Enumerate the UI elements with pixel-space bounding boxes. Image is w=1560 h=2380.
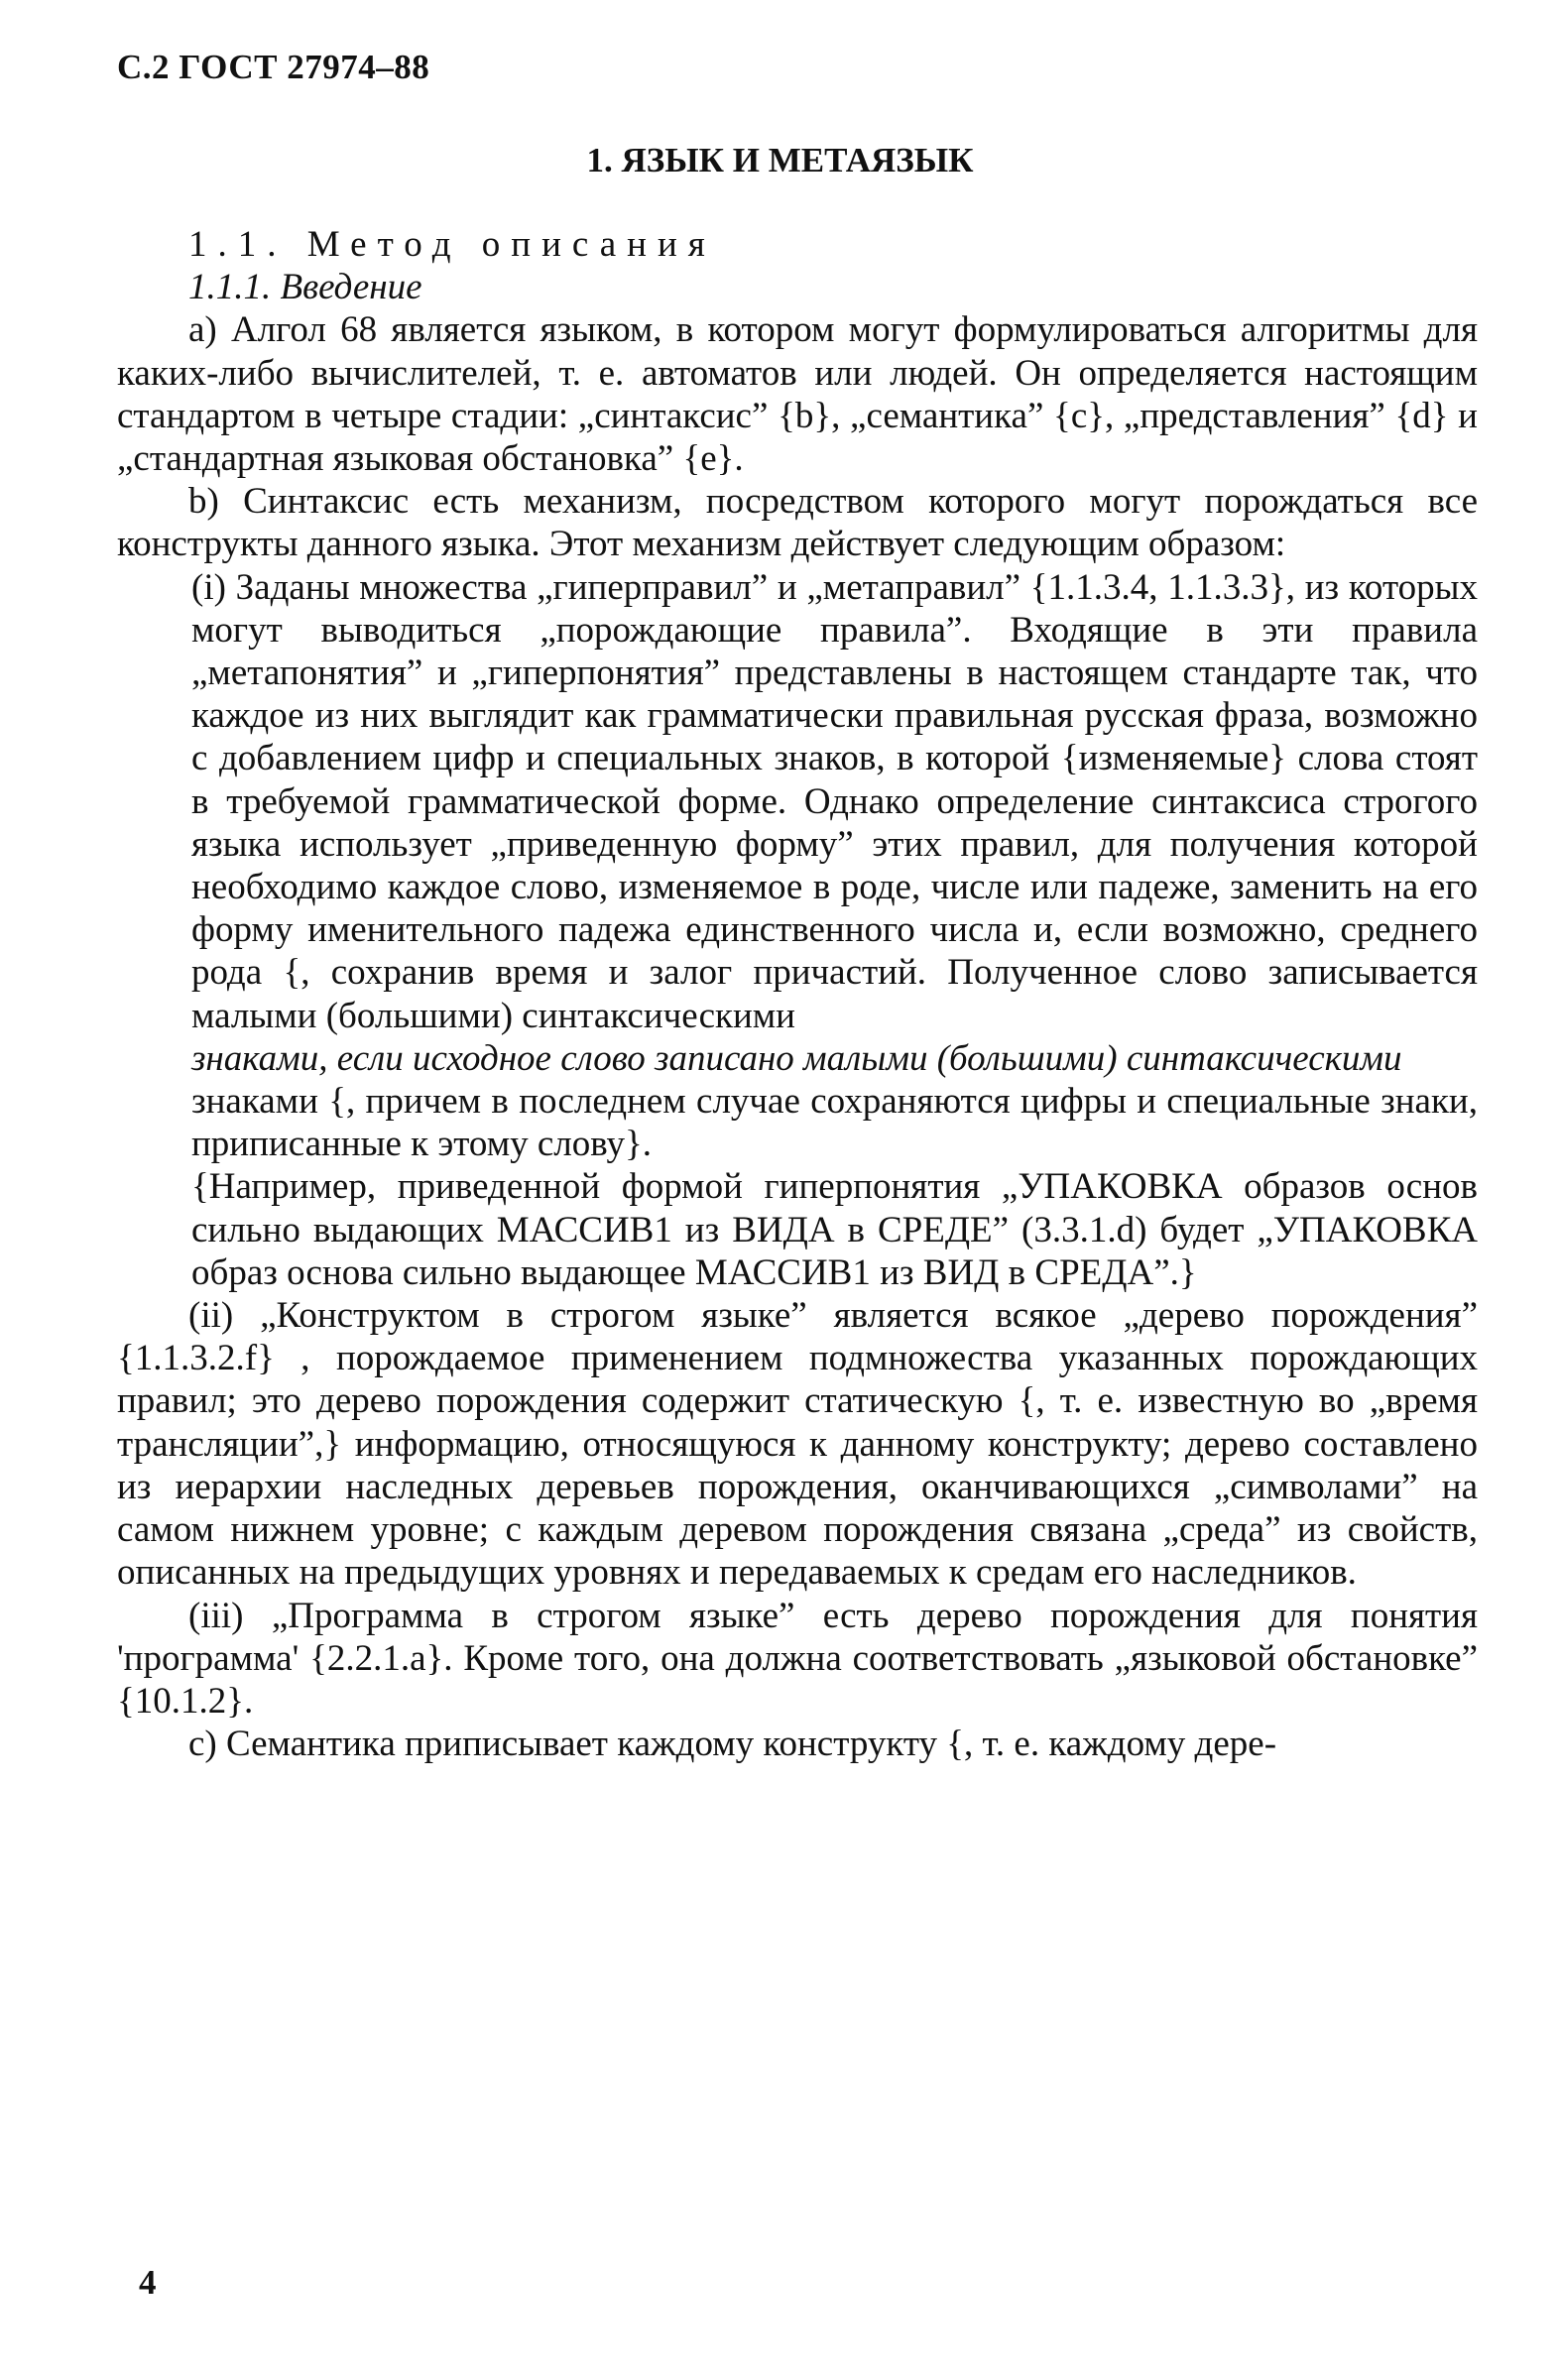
paragraph-b: b) Синтаксис есть механизм, посредством которого могут порождаться все конструкты данного языка. Этот механизм действует следующим образом:	[117, 481, 1478, 565]
item-i-text: (i) Заданы множества „гиперправил” и „метаправил” {1.1.3.4, 1.1.3.3}, из которых могут выводиться „порождающие правила”. Входящие в эти правила „метапонятия” и „гиперпонятия” представлены в настоящем стандарте так, что каждое из них выглядит как грамматически правильная русская фраза, возможно с добавлением цифр и специальных знаков, в которой {изменяемые} слова стоят в требуемой грамматической форме. Однако определение синтаксиса строгого языка использует „приведенную форму” этих правил, для получения которой необходимо каждое слово, изменяемое в роде, числе или падеже, заменить на его форму именительного падежа единственного числа и, если возможно, среднего рода {, сохранив время и залог причастий. Полученное слово записывается малыми (большими) синтаксическими	[191, 566, 1478, 1036]
paragraph-a: a) Алгол 68 является языком, в котором могут формулироваться алгоритмы для каких-либо вычислителей, т. е. автоматов или людей. Он определяется настоящим стандартом в четыре стадии: „синтаксис” {b}, „семантика” {c}, „представления” {d} и „стандартная языковая обстановка” {e}.	[117, 309, 1478, 480]
page-number: 4	[139, 2263, 157, 2302]
body-text	[117, 223, 1478, 1765]
paragraph-ii: (ii) „Конструктом в строгом языке” является всякое „дерево порождения” {1.1.3.2.f} , порождаемое применением подмножества указанных порождающих правил; это дерево порождения содержит статическую {, т. е. известную во „время трансляции”,} информацию, относящуюся к данному конструкту; дерево составлено из иерархии наследных деревьев порождения, оканчивающихся „символами” на самом нижнем уровне; с каждым деревом порождения связана „среда” из свойств, описанных на предыдущих уровнях и передаваемых к средам его наследников.	[117, 1295, 1478, 1594]
running-head: С.2 ГОСТ 27974–88	[117, 48, 430, 86]
subsection-intro: 1.1.1. Введение	[188, 267, 422, 308]
item-i	[117, 566, 1478, 1294]
item-i-text-italic: знаками, если исходное слово записано малыми (большими) синтаксическими	[191, 1037, 1402, 1079]
subsection-method: 1.1. Метод описания	[188, 224, 716, 265]
paragraph-c: c) Семантика приписывает каждому конструкту {, т. е. каждому дере-	[188, 1724, 1277, 1765]
paragraph-iii: (iii) „Программа в строгом языке” есть дерево порождения для понятия 'программа' {2.2.1.a}. Кроме того, она должна соответствовать „языковой обстановке” {10.1.2}.	[117, 1595, 1478, 1722]
item-i-text-end: знаками {, причем в последнем случае сохраняются цифры и специальные знаки, приписанные к этому слову}.	[191, 1081, 1478, 1165]
example-paragraph: {Например, приведенной формой гиперпонятия „УПАКОВКА образов основ сильно выдающих МАССИВ1 из ВИДА в СРЕДЕ” (3.3.1.d) будет „УПАКОВКА образ основа сильно выдающее МАССИВ1 из ВИД в СРЕДА”.}	[191, 1166, 1478, 1293]
section-title: 1. ЯЗЫК И МЕТАЯЗЫК	[586, 141, 974, 179]
